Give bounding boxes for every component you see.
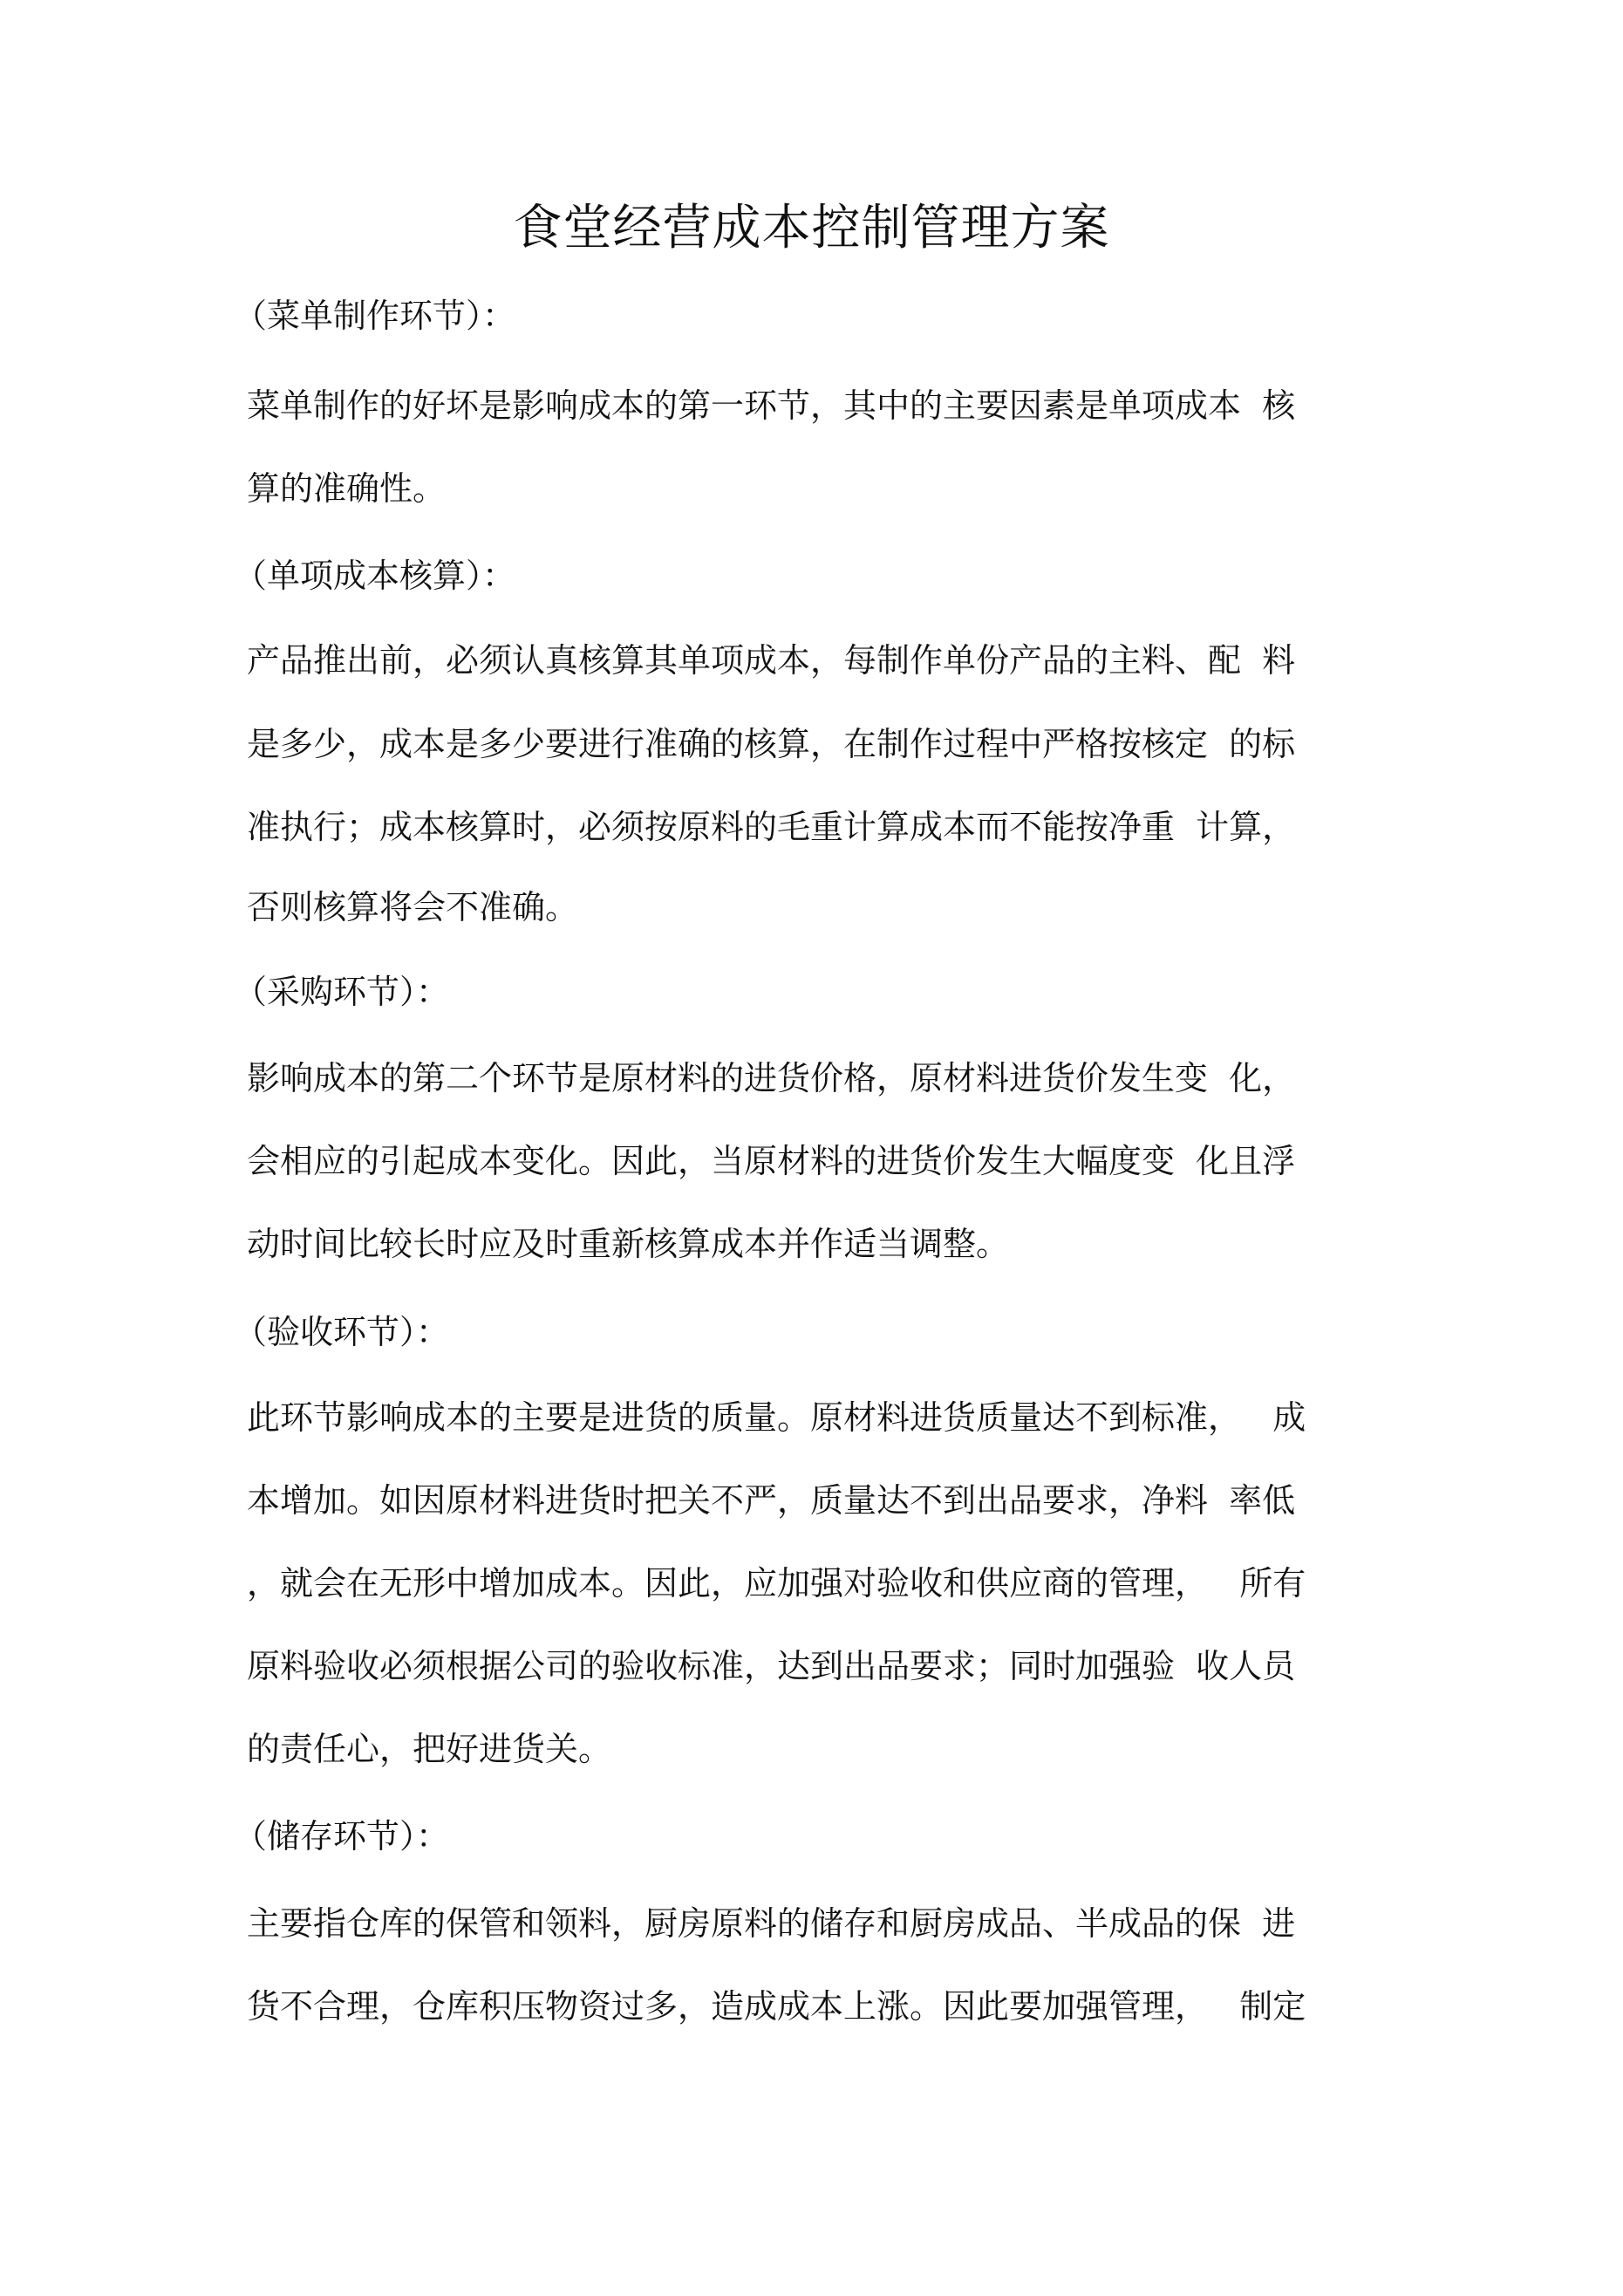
paragraph-line: 影响成本的第二个环节是原材料的进货价格，原材料进货价发生变 化，: [247, 1059, 1296, 1097]
paragraph-line: 原料验收必须根据公司的验收标准，达到出品要求；同时加强验 收人员: [247, 1647, 1296, 1685]
paragraph-line: 准执行；成本核算时，必须按原料的毛重计算成本而不能按净重 计算，: [247, 808, 1296, 846]
paragraph-line: ，就会在无形中增加成本。因此，应加强对验收和供应商的管理， 所有: [247, 1564, 1306, 1602]
section-heading-purchasing: （采购环节）：: [234, 973, 450, 1011]
paragraph-line: 此环节影响成本的主要是进货的质量。原材料进货质量达不到标准， 成: [247, 1398, 1306, 1437]
section-heading-acceptance: （验收环节）：: [234, 1313, 450, 1351]
paragraph-line: 否则核算将会不准确。: [247, 888, 579, 926]
section-heading-storage: （储存环节）：: [234, 1817, 450, 1855]
paragraph-line: 菜单制作的好坏是影响成本的第一环节，其中的主要因素是单项成本 核: [247, 386, 1296, 425]
paragraph-line: 主要指仓库的保管和领料，厨房原料的储存和厨房成品、半成品的保 进: [247, 1904, 1296, 1943]
paragraph-line: 本增加。如因原材料进货时把关不严，质量达不到出品要求，净料 率低: [247, 1481, 1296, 1520]
paragraph-line: 的责任心，把好进货关。: [247, 1730, 612, 1768]
paragraph-line: 货不合理，仓库积压物资过多，造成成本上涨。因此要加强管理， 制定: [247, 1987, 1306, 2026]
paragraph-line: 动时间比较长时应及时重新核算成本并作适当调整。: [247, 1225, 1010, 1263]
paragraph-line: 算的准确性。: [247, 469, 447, 508]
paragraph-line: 会相应的引起成本变化。因此，当原材料的进货价发生大幅度变 化且浮: [247, 1142, 1296, 1180]
paragraph-line: 产品推出前，必须认真核算其单项成本，每制作单份产品的主料、配 料: [247, 641, 1296, 680]
document-title: 食堂经营成本控制管理方案: [513, 200, 1110, 256]
paragraph-line: 是多少，成本是多少要进行准确的核算，在制作过程中严格按核定 的标: [247, 725, 1296, 763]
section-heading-menu: （菜单制作环节）：: [234, 297, 516, 335]
section-heading-unit-cost: （单项成本核算）：: [234, 557, 516, 595]
